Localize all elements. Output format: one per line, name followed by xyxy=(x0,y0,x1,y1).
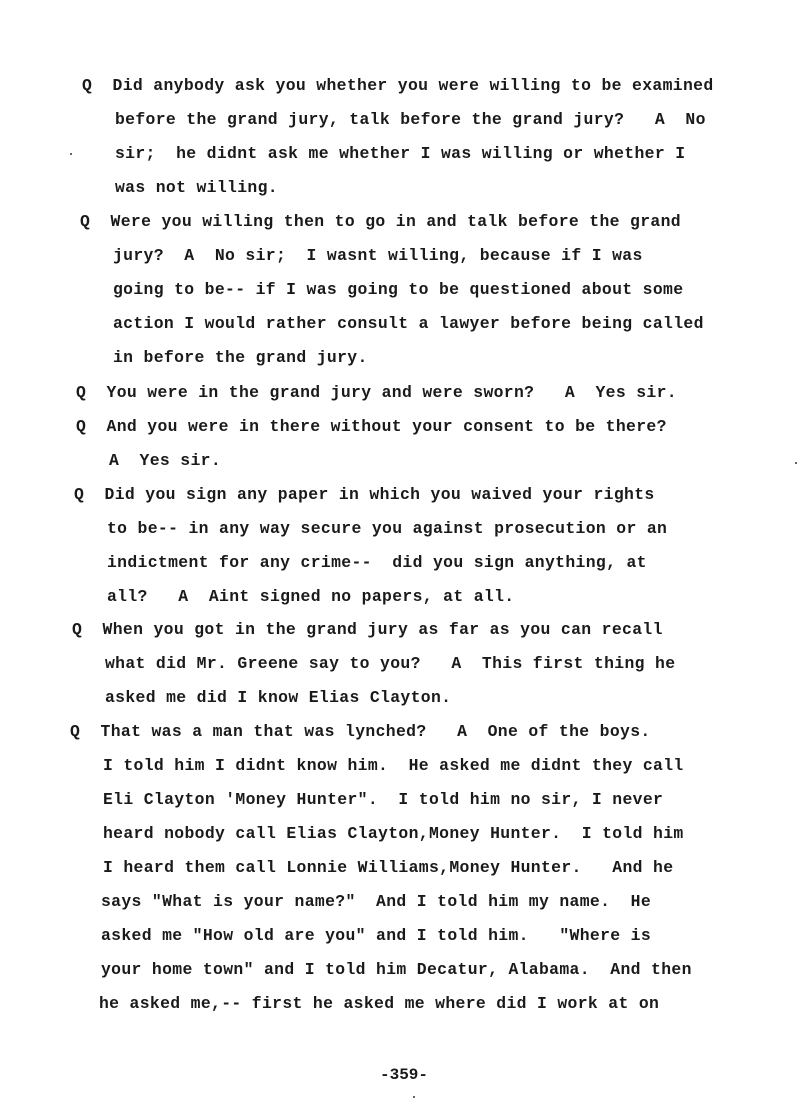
transcript-line: all? A Aint signed no papers, at all. xyxy=(107,587,515,606)
scan-speck xyxy=(795,462,797,464)
transcript-line: Q Did anybody ask you whether you were willing to be examined xyxy=(82,76,714,95)
scan-speck xyxy=(70,153,72,155)
transcript-line: Q And you were in there without your consent to be there? xyxy=(76,417,667,436)
transcript-line: Eli Clayton 'Money Hunter". I told him no sir, I never xyxy=(103,790,664,809)
transcript-line: Q Did you sign any paper in which you waived your rights xyxy=(74,485,655,504)
transcript-line: I heard them call Lonnie Williams,Money Hunter. And he xyxy=(103,858,674,877)
page-number: -359- xyxy=(380,1066,429,1084)
transcript-line: Q When you got in the grand jury as far as you can recall xyxy=(72,620,663,639)
transcript-line: to be-- in any way secure you against prosecution or an xyxy=(107,519,668,538)
transcript-line: going to be-- if I was going to be questioned about some xyxy=(113,280,684,299)
transcript-line: indictment for any crime-- did you sign anything, at xyxy=(107,553,647,572)
transcript-line: he asked me,-- first he asked me where did I work at on xyxy=(99,994,660,1013)
transcript-line: your home town" and I told him Decatur, Alabama. And then xyxy=(101,960,692,979)
transcript-line: Q Were you willing then to go in and talk before the grand xyxy=(80,212,681,231)
transcript-line: Q That was a man that was lynched? A One of the boys. xyxy=(70,722,651,741)
transcript-line: sir; he didnt ask me whether I was willing or whether I xyxy=(115,144,686,163)
transcript-line: I told him I didnt know him. He asked me didnt they call xyxy=(103,756,684,775)
transcript-line: asked me did I know Elias Clayton. xyxy=(105,688,452,707)
transcript-line: A Yes sir. xyxy=(109,451,222,470)
transcript-line: jury? A No sir; I wasnt willing, because if I was xyxy=(113,246,643,265)
transcript-line: in before the grand jury. xyxy=(113,348,368,367)
transcript-line: asked me "How old are you" and I told him. "Where is xyxy=(101,926,652,945)
transcript-line: Q You were in the grand jury and were sworn? A Yes sir. xyxy=(76,383,677,402)
transcript-line: heard nobody call Elias Clayton,Money Hunter. I told him xyxy=(103,824,684,843)
transcript-line: before the grand jury, talk before the grand jury? A No xyxy=(115,110,706,129)
transcript-line: action I would rather consult a lawyer before being called xyxy=(113,314,704,333)
transcript-line: was not willing. xyxy=(115,178,278,197)
transcript-line: says "What is your name?" And I told him my name. He xyxy=(101,892,652,911)
scan-speck xyxy=(413,1096,415,1098)
transcript-line: what did Mr. Greene say to you? A This first thing he xyxy=(105,654,676,673)
